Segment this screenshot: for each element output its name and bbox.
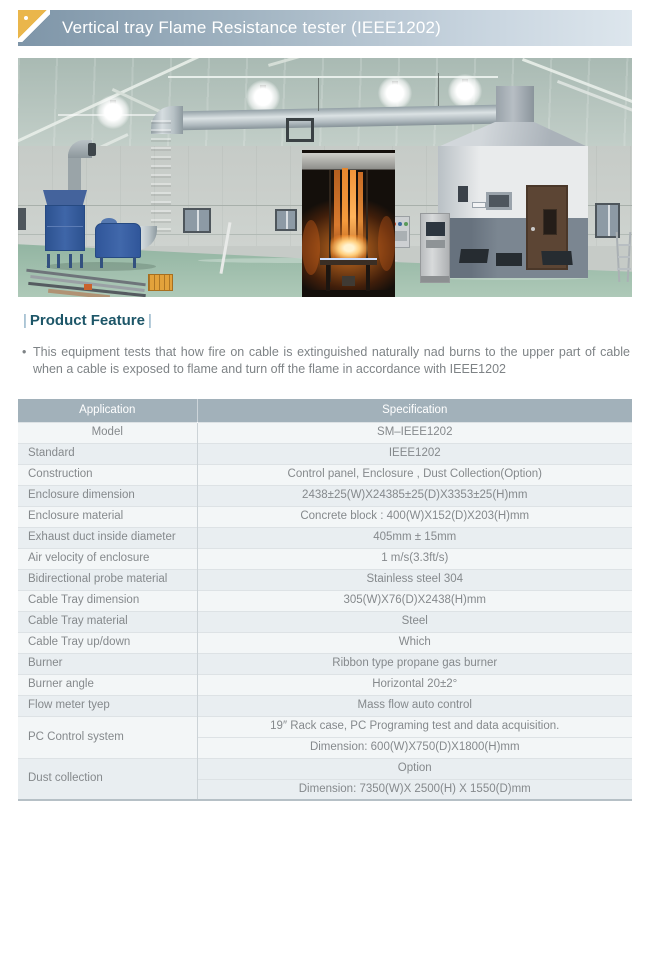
chamber-hood [438, 122, 588, 147]
table-row [18, 506, 632, 527]
feature-text: This equipment tests that how fire on cable is extinguished naturally nad burns to the upper part of cable when a cable is exposed to flame and turn off the flame in accordance with IEEE1202 [33, 345, 630, 376]
spec-label-cell: Dust collection [18, 758, 197, 800]
metal-rails [26, 266, 156, 297]
chamber-sign [472, 202, 486, 208]
spec-label-cell: Enclosure material [18, 506, 197, 527]
collector-duct-opening [88, 143, 96, 156]
spec-value-cell: Dimension: 600(W)X750(D)X1800(H)mm [197, 737, 632, 758]
bullet-icon: • [22, 345, 27, 359]
table-row [18, 527, 632, 548]
flame-test-inset-photo [302, 150, 395, 297]
cabinet-base [421, 276, 449, 282]
collector-duct-vertical [68, 154, 81, 194]
table-row [18, 632, 632, 653]
spec-value-cell: 19″ Rack case, PC Programing test and data acquisition. [197, 716, 632, 737]
ladder [616, 232, 632, 282]
exhaust-duct-vertical [151, 120, 171, 232]
ceiling-light [378, 76, 412, 110]
door-window [543, 209, 557, 235]
spec-value-cell: 2438±25(W)X24385±25(D)X3353±25(H)mm [197, 485, 632, 506]
feature-description [22, 344, 630, 378]
col-header-application: Application [18, 399, 197, 422]
section-title: Product Feature [29, 312, 145, 329]
collector-panel-line [47, 226, 83, 227]
pallet-block [84, 284, 92, 290]
spec-label-cell: Air velocity of enclosure [18, 548, 197, 569]
panel-button [404, 222, 408, 226]
ladder-rung [618, 256, 630, 258]
spec-label-cell: Construction [18, 464, 197, 485]
inset-side-glow [302, 220, 320, 275]
collector-body [45, 205, 85, 251]
title-bar [18, 10, 632, 46]
spec-label-cell: PC Control system [18, 716, 197, 758]
spec-value-cell: Steel [197, 611, 632, 632]
burner-bar [320, 258, 377, 265]
heading-delimiter-left: | [23, 312, 27, 329]
spec-value-cell: Mass flow auto control [197, 695, 632, 716]
spec-label-cell: Exhaust duct inside diameter [18, 527, 197, 548]
fold-dot-icon [24, 16, 28, 20]
table-row [18, 569, 632, 590]
duct-bracket [286, 118, 314, 142]
chamber-body [438, 146, 588, 278]
test-chamber [438, 86, 613, 278]
table-row [18, 758, 632, 779]
spec-label-cell: Cable Tray up/down [18, 632, 197, 653]
table-row [18, 674, 632, 695]
spec-label-cell: Cable Tray dimension [18, 590, 197, 611]
corner-fold-icon [18, 10, 50, 42]
table-row [18, 485, 632, 506]
table-row [18, 443, 632, 464]
dust-collector-unit [43, 190, 87, 268]
inset-chamber-wall [302, 153, 395, 170]
chamber-vent [541, 251, 572, 265]
spec-label-cell: Standard [18, 443, 197, 464]
spec-table-body [18, 422, 632, 800]
cabinet-controls [426, 240, 445, 248]
spec-value-cell: Concrete block : 400(W)X152(D)X203(H)mm [197, 506, 632, 527]
spec-value-cell: 1 m/s(3.3ft/s) [197, 548, 632, 569]
col-header-specification: Specification [197, 399, 632, 422]
roof-beam [168, 76, 498, 78]
spec-label-cell: Enclosure dimension [18, 485, 197, 506]
table-row [18, 464, 632, 485]
stand-post [366, 265, 370, 291]
table-header-row [18, 399, 632, 422]
spec-label-cell: Burner angle [18, 674, 197, 695]
spec-value-cell: Control panel, Enclosure , Dust Collection(Option) [197, 464, 632, 485]
table-row [18, 716, 632, 737]
chamber-chimney [496, 86, 534, 123]
ceiling-light [96, 95, 130, 129]
spec-value-cell: Which [197, 632, 632, 653]
chamber-slot-window [458, 186, 468, 202]
spec-label-cell: Cable Tray material [18, 611, 197, 632]
table-row [18, 590, 632, 611]
pc-control-cabinet [420, 213, 450, 283]
spec-value-cell: Horizontal 20±2° [197, 674, 632, 695]
spec-label-cell: Bidirectional probe material [18, 569, 197, 590]
inset-side-glow [378, 216, 395, 271]
page-title: Vertical tray Flame Resistance tester (IEEE1202) [62, 18, 442, 37]
filter-body [95, 223, 141, 258]
yellow-crate [148, 274, 173, 291]
cabinet-screen [426, 222, 445, 236]
spec-value-cell: Stainless steel 304 [197, 569, 632, 590]
section-heading [20, 312, 155, 329]
table-row [18, 548, 632, 569]
spec-value-cell: 405mm ± 15mm [197, 527, 632, 548]
panel-button [398, 222, 402, 226]
wall-window [18, 208, 26, 230]
ladder-rung [617, 268, 631, 270]
duct-hanger-rod [318, 78, 319, 111]
filter-unit [95, 223, 141, 268]
spec-value-cell: IEEE1202 [197, 443, 632, 464]
spec-table [18, 399, 632, 801]
spec-label-cell: Burner [18, 653, 197, 674]
wall-window [183, 208, 211, 233]
chamber-vent [459, 249, 489, 263]
table-row [18, 422, 632, 443]
table-row [18, 611, 632, 632]
heading-delimiter-right: | [147, 312, 152, 329]
spec-label-cell: Model [18, 422, 197, 443]
chamber-vent [496, 253, 522, 266]
stand-box [342, 276, 355, 286]
door-handle [531, 227, 535, 231]
wall-window [275, 209, 297, 231]
spec-label-cell: Flow meter tyep [18, 695, 197, 716]
panel-switch [393, 231, 407, 241]
collector-hopper [43, 190, 87, 206]
spec-value-cell: Ribbon type propane gas burner [197, 653, 632, 674]
spec-value-cell: 305(W)X76(D)X2438(H)mm [197, 590, 632, 611]
spec-value-cell: SM–IEEE1202 [197, 422, 632, 443]
ladder-rung [618, 244, 630, 246]
table-row [18, 695, 632, 716]
spec-value-cell: Dimension: 7350(W)X 2500(H) X 1550(D)mm [197, 779, 632, 800]
stand-post [326, 265, 330, 291]
facility-photo [18, 58, 632, 297]
spec-value-cell: Option [197, 758, 632, 779]
table-row [18, 653, 632, 674]
chamber-inset-panel [486, 192, 512, 210]
